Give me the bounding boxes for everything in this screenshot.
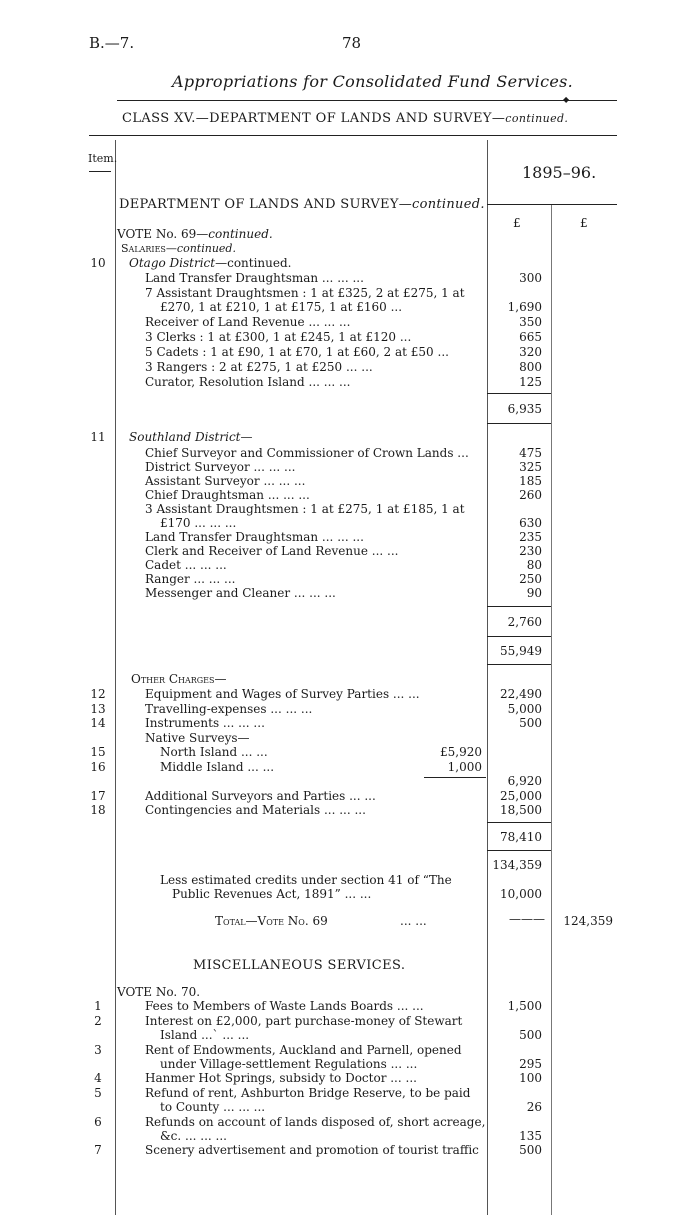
line-text: Ranger ... ... ... — [145, 572, 236, 586]
pound-symbol-col2: £ — [580, 216, 588, 230]
salaries-total: 55,949 — [500, 644, 542, 658]
line-text: Rent of Endowments, Auckland and Parnell, opened — [145, 1043, 462, 1057]
line-text: under Village-settlement Regulations ... ... — [160, 1057, 418, 1071]
subtotal-rule — [487, 606, 551, 607]
line-amount: 295 — [519, 1057, 542, 1071]
pound-symbol-col1: £ — [513, 216, 521, 230]
subtotal-rule — [487, 393, 551, 394]
line-text: District Surveyor ... ... ... — [145, 460, 296, 474]
item-number: 3 — [94, 1043, 102, 1057]
year-column-header: 1895–96. — [522, 163, 597, 182]
item-number: 5 — [94, 1086, 102, 1100]
grand-total: 134,359 — [492, 858, 542, 872]
salaries-heading: Salaries—continued. — [121, 242, 236, 255]
item-number: 10 — [90, 256, 106, 270]
vote-69-total-label: Total—Vote No. 69 — [215, 914, 328, 928]
item-number: 7 — [94, 1143, 102, 1157]
less-credits-line: Less estimated credits under section 41 of “The — [160, 873, 452, 887]
southland-total: 2,760 — [507, 615, 542, 629]
item-header-rule — [89, 171, 111, 172]
line-amount: 125 — [519, 375, 542, 389]
item-number: 17 — [90, 789, 106, 803]
line-text: Refunds on account of lands disposed of, short acreage, — [145, 1115, 486, 1129]
line-text: Fees to Members of Waste Lands Boards ... ... — [145, 999, 424, 1013]
line-text: Land Transfer Draughtsman ... ... ... — [145, 530, 364, 544]
other-charges-heading: Other Charges— — [131, 672, 227, 686]
other-charges-total: 78,410 — [500, 830, 542, 844]
item-number: 15 — [90, 745, 106, 759]
otago-district-heading: Otago District—continued. — [129, 256, 292, 270]
item-number: 13 — [90, 702, 106, 716]
line-text: to County ... ... ... — [160, 1100, 266, 1114]
line-text: Contingencies and Materials ... ... ... — [145, 803, 366, 817]
native-surveys-heading: Native Surveys— — [145, 731, 250, 745]
line-amount: 800 — [519, 360, 542, 374]
line-text: 7 Assistant Draughtsmen : 1 at £325, 2 at £275, 1 at — [145, 286, 465, 300]
line-amount: 350 — [519, 315, 542, 329]
line-amount: 300 — [519, 271, 542, 285]
line-amount: 630 — [519, 516, 542, 530]
amount-column-rule-mid — [551, 205, 552, 1215]
line-text: Clerk and Receiver of Land Revenue ... ... — [145, 544, 399, 558]
line-amount: 22,490 — [500, 687, 542, 701]
line-text: 3 Rangers : 2 at £275, 1 at £250 ... ... — [145, 360, 373, 374]
line-amount: 230 — [519, 544, 542, 558]
line-amount: 5,000 — [507, 702, 542, 716]
line-amount: 90 — [526, 586, 542, 600]
sub-amount: 1,000 — [447, 760, 482, 774]
line-text: Equipment and Wages of Survey Parties ... ... — [145, 687, 420, 701]
less-credits-amount: 10,000 — [500, 887, 542, 901]
line-amount: 260 — [519, 488, 542, 502]
line-amount: 80 — [526, 558, 542, 572]
item-number: 18 — [90, 803, 106, 817]
line-text: Hanmer Hot Springs, subsidy to Doctor ... ... — [145, 1071, 417, 1085]
document-ref: B.—7. — [89, 34, 135, 52]
line-amount: 250 — [519, 572, 542, 586]
native-total: 6,920 — [507, 774, 542, 788]
sub-rule — [424, 777, 486, 778]
item-number: 11 — [90, 430, 106, 444]
subtotal-rule — [487, 636, 551, 637]
sub-amount: £5,920 — [440, 745, 482, 759]
vote-69-total-dots: ... ... — [400, 914, 427, 928]
line-amount: 25,000 — [500, 789, 542, 803]
item-number: 2 — [94, 1014, 102, 1028]
line-amount: 325 — [519, 460, 542, 474]
less-credits-line: Public Revenues Act, 1891” ... ... — [172, 887, 372, 901]
line-amount: 500 — [519, 1028, 542, 1042]
line-text: 3 Assistant Draughtsmen : 1 at £275, 1 at £185, 1 at — [145, 502, 465, 516]
line-amount: 18,500 — [500, 803, 542, 817]
line-text: Travelling-expenses ... ... ... — [145, 702, 313, 716]
title-rule-diamond: ◆ — [563, 95, 570, 104]
line-text: Curator, Resolution Island ... ... ... — [145, 375, 351, 389]
line-text: £270, 1 at £210, 1 at £175, 1 at £160 ... — [160, 300, 403, 314]
subtotal-rule — [487, 822, 551, 823]
item-number: 4 — [94, 1071, 102, 1085]
line-text: Island ...` ... ... — [160, 1028, 250, 1042]
line-text: Chief Draughtsman ... ... ... — [145, 488, 310, 502]
line-text: Messenger and Cleaner ... ... ... — [145, 586, 336, 600]
line-text: &c. ... ... ... — [160, 1129, 227, 1143]
amount-column-rule-left — [487, 140, 488, 1215]
item-number: 1 — [94, 999, 102, 1013]
item-number: 6 — [94, 1115, 102, 1129]
line-amount: 500 — [519, 716, 542, 730]
subtotal-rule — [487, 850, 551, 851]
dept-heading: DEPARTMENT OF LANDS AND SURVEY—continued. — [119, 197, 485, 212]
line-text: Refund of rent, Ashburton Bridge Reserve, to be paid — [145, 1086, 471, 1100]
vote-69-total-amount: 124,359 — [563, 914, 613, 928]
line-amount: 100 — [519, 1071, 542, 1085]
item-column-header: Item. — [88, 152, 118, 165]
vote-69-heading: VOTE No. 69—continued. — [117, 227, 273, 241]
misc-services-heading: MISCELLANEOUS SERVICES. — [193, 958, 406, 973]
vote-69-total-dash: ——— — [509, 912, 545, 926]
vote-70-heading: VOTE No. 70. — [117, 985, 201, 999]
line-text: Instruments ... ... ... — [145, 716, 265, 730]
line-text: Receiver of Land Revenue ... ... ... — [145, 315, 351, 329]
southland-district-heading: Southland District— — [129, 430, 253, 444]
line-text: Additional Surveyors and Parties ... ... — [145, 789, 376, 803]
line-text: North Island ... ... — [160, 745, 268, 759]
line-text: Interest on £2,000, part purchase-money of Stewart — [145, 1014, 463, 1028]
item-number: 16 — [90, 760, 106, 774]
line-amount: 500 — [519, 1143, 542, 1157]
line-amount: 1,690 — [507, 300, 542, 314]
line-text: Scenery advertisement and promotion of tourist traffic — [145, 1143, 479, 1157]
line-text: £170 ... ... ... — [160, 516, 237, 530]
line-text: Assistant Surveyor ... ... ... — [145, 474, 306, 488]
line-amount: 665 — [519, 330, 542, 344]
item-number: 14 — [90, 716, 106, 730]
line-text: Cadet ... ... ... — [145, 558, 227, 572]
item-number: 12 — [90, 687, 106, 701]
line-amount: 235 — [519, 530, 542, 544]
page-number: 78 — [342, 34, 362, 52]
class-heading: CLASS XV.—DEPARTMENT OF LANDS AND SURVEY—continued. — [122, 111, 569, 126]
line-amount: 1,500 — [507, 999, 542, 1013]
title-rule — [117, 100, 617, 101]
line-amount: 135 — [519, 1129, 542, 1143]
year-underline — [487, 204, 617, 205]
class-rule — [89, 135, 617, 136]
line-text: Middle Island ... ... — [160, 760, 275, 774]
line-amount: 475 — [519, 446, 542, 460]
subtotal-rule — [487, 423, 551, 424]
subtotal-rule — [487, 664, 551, 665]
item-column-rule — [115, 140, 116, 1215]
page-title: Appropriations for Consolidated Fund Services. — [172, 72, 574, 91]
line-text: 3 Clerks : 1 at £300, 1 at £245, 1 at £120 ... — [145, 330, 412, 344]
line-amount: 185 — [519, 474, 542, 488]
line-text: Chief Surveyor and Commissioner of Crown Lands ... — [145, 446, 469, 460]
line-text: 5 Cadets : 1 at £90, 1 at £70, 1 at £60, 2 at £50 ... — [145, 345, 449, 359]
line-text: Land Transfer Draughtsman ... ... ... — [145, 271, 364, 285]
otago-total: 6,935 — [507, 402, 542, 416]
line-amount: 320 — [519, 345, 542, 359]
line-amount: 26 — [526, 1100, 542, 1114]
